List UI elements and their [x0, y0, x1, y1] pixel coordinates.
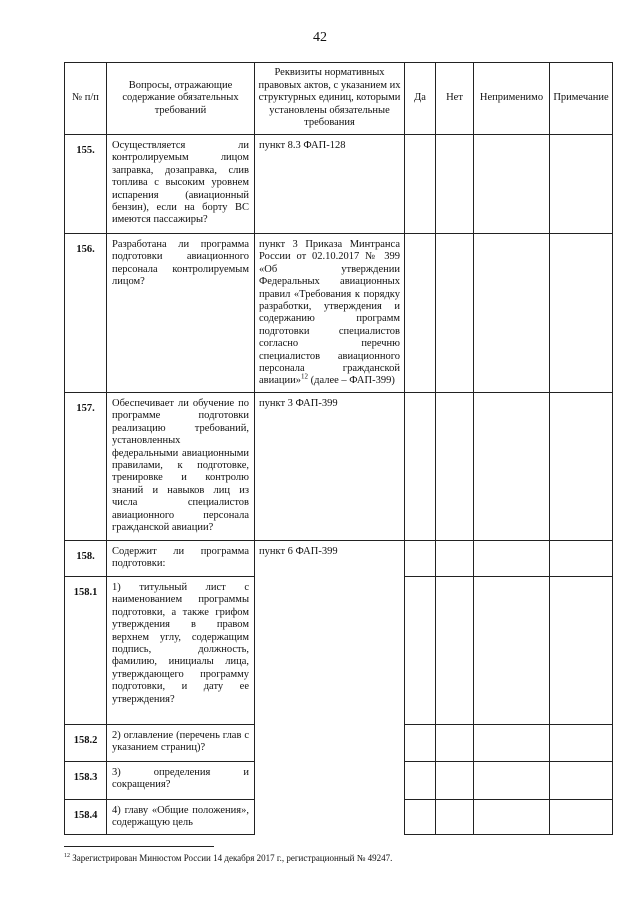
header-no: Нет [436, 63, 474, 135]
note-cell[interactable] [550, 541, 613, 577]
answer-yes-cell[interactable] [405, 541, 436, 577]
row-requisites: пункт 6 ФАП-399 [255, 541, 405, 835]
footnote [64, 853, 392, 863]
header-requisites: Реквизиты нормативных правовых актов, с указанием их структурных единиц, которыми установлены обязательные требования [255, 63, 405, 135]
answer-no-cell[interactable] [436, 725, 474, 762]
footnote-marker: 12 [64, 853, 70, 859]
row-number: 156. [65, 234, 107, 393]
table-row [65, 135, 613, 234]
table-row [65, 541, 613, 577]
answer-yes-cell[interactable] [405, 577, 436, 725]
row-requisites: пункт 3 ФАП-399 [255, 393, 405, 541]
page-number: 42 [313, 30, 327, 45]
row-number: 158. [65, 541, 107, 577]
answer-yes-cell[interactable] [405, 393, 436, 541]
row-number: 158.3 [65, 762, 107, 800]
row-number: 158.1 [65, 577, 107, 725]
note-cell[interactable] [550, 577, 613, 725]
table-header-row [65, 63, 613, 135]
row-question: Разработана ли программа подготовки авиационного персонала контролируемым лицом? [107, 234, 255, 393]
row-question: Содержит ли программа подготовки: [107, 541, 255, 577]
row-number: 157. [65, 393, 107, 541]
row-number: 155. [65, 135, 107, 234]
note-cell[interactable] [550, 762, 613, 800]
answer-no-cell[interactable] [436, 393, 474, 541]
row-number: 158.4 [65, 800, 107, 835]
answer-no-cell[interactable] [436, 800, 474, 835]
answer-no-cell[interactable] [436, 577, 474, 725]
answer-no-cell[interactable] [436, 762, 474, 800]
header-note: Примечание [550, 63, 613, 135]
row-question: 2) оглавление (перечень глав с указанием страниц)? [107, 725, 255, 762]
answer-no-cell[interactable] [436, 234, 474, 393]
row-question: 1) титульный лист с наименованием программы подготовки, а также грифом утверждения в правом верхнем углу, содержащим подпись, должность, фамилию, инициалы лица, утверждающего программу подготовки, и дату ее утверждения? [107, 577, 255, 725]
answer-no-cell[interactable] [436, 541, 474, 577]
requirements-table [64, 62, 613, 835]
table-row [65, 393, 613, 541]
row-number: 158.2 [65, 725, 107, 762]
answer-not-applicable-cell[interactable] [474, 234, 550, 393]
answer-yes-cell[interactable] [405, 725, 436, 762]
note-cell[interactable] [550, 135, 613, 234]
row-question: Осуществляется ли контролируемым лицом заправка, дозаправка, слив топлива с высоким уровнем испарения (авиационный бензин), если на борту ВС имеются пассажиры? [107, 135, 255, 234]
footnote-divider [64, 846, 214, 847]
header-question: Вопросы, отражающие содержание обязательных требований [107, 63, 255, 135]
answer-yes-cell[interactable] [405, 762, 436, 800]
answer-not-applicable-cell[interactable] [474, 541, 550, 577]
note-cell[interactable] [550, 800, 613, 835]
header-yes: Да [405, 63, 436, 135]
footnote-marker: 12 [301, 372, 309, 381]
answer-not-applicable-cell[interactable] [474, 725, 550, 762]
answer-no-cell[interactable] [436, 135, 474, 234]
note-cell[interactable] [550, 234, 613, 393]
row-question: Обеспечивает ли обучение по программе подготовки реализацию требований, установленных федеральными авиационными правилами, к подготовке, тренировке и контролю знаний и навыков лиц из числа специалистов авиационного персонала гражданской авиации? [107, 393, 255, 541]
row-question: 3) определения и сокращения? [107, 762, 255, 800]
row-question: 4) главу «Общие положения», содержащую цель [107, 800, 255, 835]
header-num: № п/п [65, 63, 107, 135]
table-row [65, 234, 613, 393]
row-requisites: пункт 3 Приказа Минтранса России от 02.10.2017 № 399 «Об утверждении Федеральных авиационных правил «Требования к порядку разработки, утверждения и содержанию программ подготовки специалистов согласно перечню специалистов авиационного персонала гражданской авиации»$^{12}$ (далее – ФАП-399) [255, 234, 405, 393]
header-not-applicable: Неприменимо [474, 63, 550, 135]
footnote-text: Зарегистрирован Минюстом России 14 декабря 2017 г., регистрационный № 49247. [70, 853, 393, 863]
note-cell[interactable] [550, 725, 613, 762]
answer-not-applicable-cell[interactable] [474, 577, 550, 725]
answer-yes-cell[interactable] [405, 800, 436, 835]
answer-not-applicable-cell[interactable] [474, 135, 550, 234]
answer-yes-cell[interactable] [405, 234, 436, 393]
row-requisites: пункт 8.3 ФАП-128 [255, 135, 405, 234]
answer-yes-cell[interactable] [405, 135, 436, 234]
note-cell[interactable] [550, 393, 613, 541]
answer-not-applicable-cell[interactable] [474, 393, 550, 541]
answer-not-applicable-cell[interactable] [474, 800, 550, 835]
answer-not-applicable-cell[interactable] [474, 762, 550, 800]
